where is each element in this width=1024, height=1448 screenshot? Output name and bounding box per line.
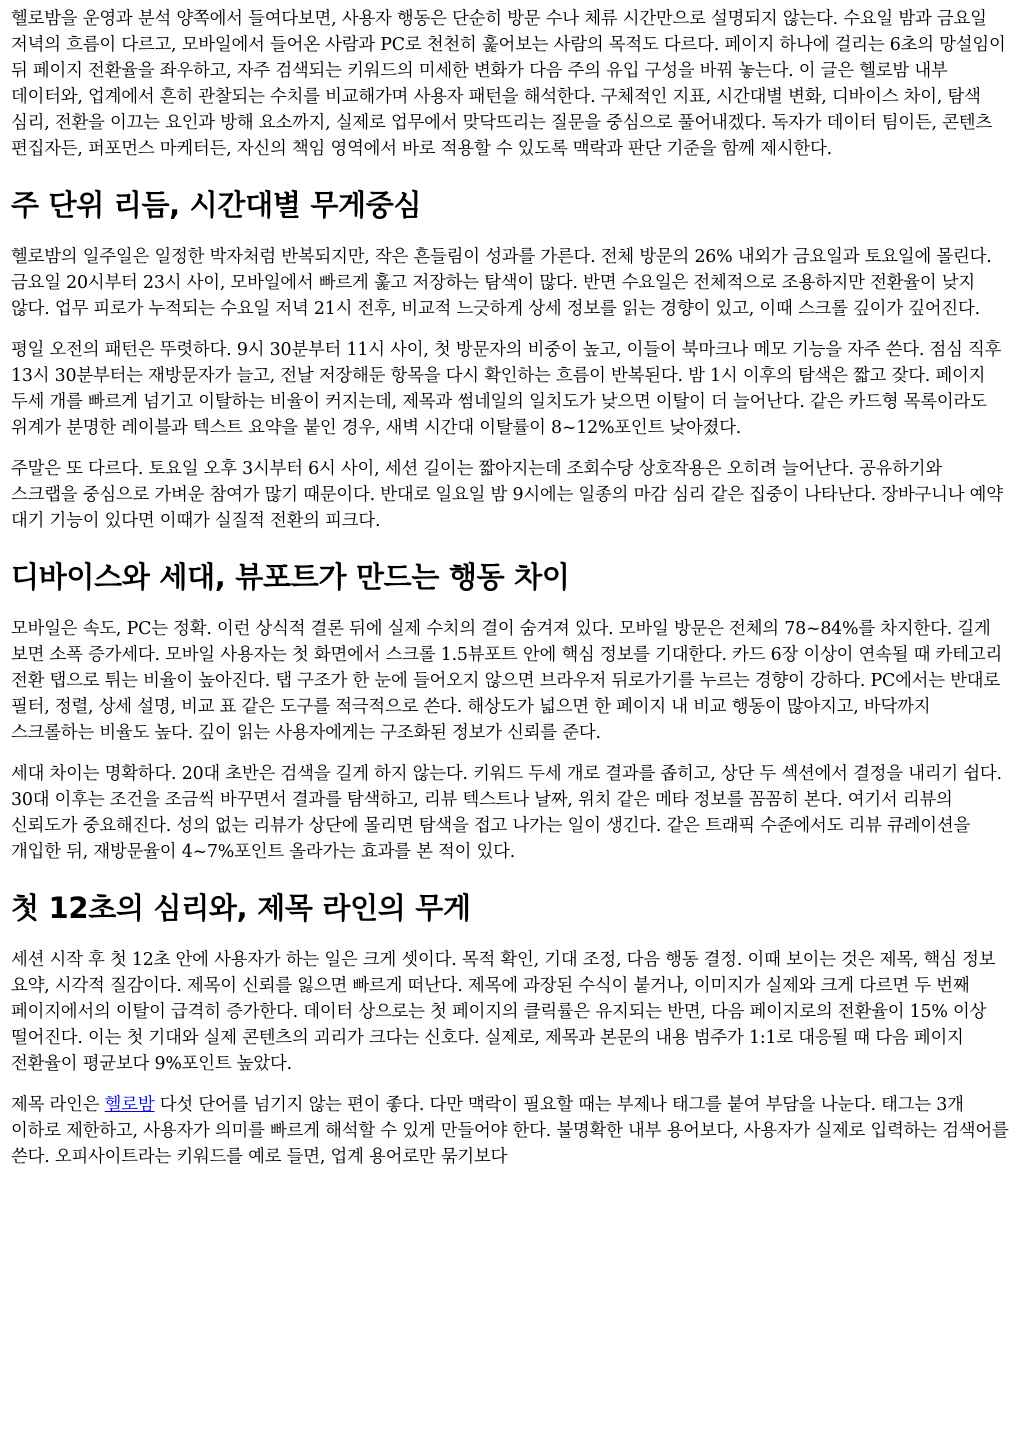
section-heading-weekly-rhythm: 주 단위 리듬, 시간대별 무게중심 [11,188,422,222]
paragraph: 모바일은 속도, PC는 정확. 이런 상식적 결론 뒤에 실제 수치의 결이 숨겨져 있다. 모바일 방문은 전체의 78~84%를 차지한다. 길게 보면 소폭 증가세다. 모바일 사용자는 첫 화면에서 스크롤 1.5뷰포트 안에 핵심 정보를 기대한다. 카드 6장 이상이 연속될 때 카테고리 전환 탭으로 튀는 비율이 높아진다. 탭 구조가 한 눈에 들어오지 않으면 브라우저 뒤로가기를 누르는 경향이 강하다. PC에서는 반대로 필터, 정렬, 상세 설명, 비교 표 같은 도구를 적극적으로 쓴다. 해상도가 넓으면 한 페이지 내 비교 행동이 많아지고, 바닥까지 스크롤하는 비율도 높다. 깊이 읽는 사용자에게는 구조화된 정보가 신뢰를 준다. [11,619,1003,743]
paragraph: 세션 시작 후 첫 12초 안에 사용자가 하는 일은 크게 셋이다. 목적 확인, 기대 조정, 다음 행동 결정. 이때 보이는 것은 제목, 핵심 정보 요약, 시각적 질감이다. 제목이 신뢰를 잃으면 빠르게 떠난다. 제목에 과장된 수식이 붙거나, 이미지가 실제와 크게 다르면 두 번째 페이지에서의 이탈이 급격히 증가한다. 데이터 상으로는 첫 페이지의 클릭률은 유지되는 반면, 다음 페이지로의 전환율이 15% 이상 떨어진다. 이는 첫 기대와 실제 콘텐츠의 괴리가 크다는 신호다. 실제로, 제목과 본문의 내용 범주가 1:1로 대응될 때 다음 페이지 전환율이 평균보다 9%포인트 높았다. [11,950,996,1074]
text-run: 다섯 단어를 넘기지 않는 편이 좋다. 다만 맥락이 필요할 때는 부제나 태그를 붙여 부담을 나눈다. 태그는 3개 이하로 제한하고, 사용자가 의미를 빠르게 해석할 수 있게 만들어야 한다. 불명확한 내부 용어보다, 사용자가 실제로 입력하는 검색어를 쓴다. 오피사이트라는 키워드를 예로 들면, 업계 용어로만 묶기보다 [11,1095,1009,1167]
intro-paragraph: 헬로밤을 운영과 분석 양쪽에서 들여다보면, 사용자 행동은 단순히 방문 수나 체류 시간만으로 설명되지 않는다. 수요일 밤과 금요일 저녁의 흐름이 다르고, 모바일에서 들어온 사람과 PC로 천천히 훑어보는 사람의 목적도 다르다. 페이지 하나에 걸리는 6초의 망설임이 뒤 페이지 전환율을 좌우하고, 자주 검색되는 키워드의 미세한 변화가 다음 주의 유입 구성을 바꿔 놓는다. 이 글은 헬로밤 내부 데이터와, 업계에서 흔히 관찰되는 수치를 비교해가며 사용자 패턴을 해석한다. 구체적인 지표, 시간대별 변화, 디바이스 차이, 탐색 심리, 전환을 이끄는 요인과 방해 요소까지, 실제로 업무에서 맞닥뜨리는 질문을 중심으로 풀어내겠다. 독자가 데이터 팀이든, 콘텐츠 편집자든, 퍼포먼스 마케터든, 자신의 책임 영역에서 바로 적용할 수 있도록 맥락과 판단 기준을 함께 제시한다. [11,9,1006,159]
paragraph: 세대 차이는 명확하다. 20대 초반은 검색을 길게 하지 않는다. 키워드 두세 개로 결과를 좁히고, 상단 두 섹션에서 결정을 내리기 쉽다. 30대 이후는 조건을 조금씩 바꾸면서 결과를 탐색하고, 리뷰 텍스트나 날짜, 위치 같은 메타 정보를 꼼꼼히 본다. 여기서 리뷰의 신뢰도가 중요해진다. 성의 없는 리뷰가 상단에 몰리면 탐색을 접고 나가는 일이 생긴다. 같은 트래픽 수준에서도 리뷰 큐레이션을 개입한 뒤, 재방문율이 4~7%포인트 올라가는 효과를 본 적이 있다. [11,764,1002,862]
paragraph: 평일 오전의 패턴은 뚜렷하다. 9시 30분부터 11시 사이, 첫 방문자의 비중이 높고, 이들이 북마크나 메모 기능을 자주 쓴다. 점심 직후 13시 30분부터는 재방문자가 늘고, 전날 저장해둔 항목을 다시 확인하는 흐름이 반복된다. 밤 1시 이후의 탐색은 짧고 잦다. 페이지 두세 개를 빠르게 넘기고 이탈하는 비율이 커지는데, 제목과 썸네일의 일치도가 낮으면 이탈이 더 늘어난다. 같은 카드형 목록이라도 위계가 분명한 레이블과 텍스트 요약을 붙인 경우, 새벽 시간대 이탈률이 8~12%포인트 낮아졌다. [11,340,1002,438]
section-heading-device-generation: 디바이스와 세대, 뷰포트가 만드는 행동 차이 [11,560,570,594]
paragraph: 헬로밤의 일주일은 일정한 박자처럼 반복되지만, 작은 흔들림이 성과를 가른다. 전체 방문의 26% 내외가 금요일과 토요일에 몰린다. 금요일 20시부터 23시 사이, 모바일에서 빠르게 훑고 저장하는 탐색이 많다. 반면 수요일은 전체적으로 조용하지만 전환율이 낮지 않다. 업무 피로가 누적되는 수요일 저녁 21시 전후, 비교적 느긋하게 상세 정보를 읽는 경향이 있고, 이때 스크롤 깊이가 깊어진다. [11,247,992,319]
paragraph: 주말은 또 다르다. 토요일 오후 3시부터 6시 사이, 세션 길이는 짧아지는데 조회수당 상호작용은 오히려 늘어난다. 공유하기와 스크랩을 중심으로 가벼운 참여가 많기 때문이다. 반대로 일요일 밤 9시에는 일종의 마감 심리 같은 집중이 나타난다. 장바구니나 예약 대기 기능이 있다면 이때가 실질적 전환의 피크다. [11,459,1003,531]
text-run: 제목 라인은 [11,1095,105,1115]
section-heading-first-12-seconds: 첫 12초의 심리와, 제목 라인의 무게 [11,891,471,925]
hellobam-link[interactable]: 헬로밤 [104,1095,155,1115]
paragraph-with-link [11,1092,1013,1170]
